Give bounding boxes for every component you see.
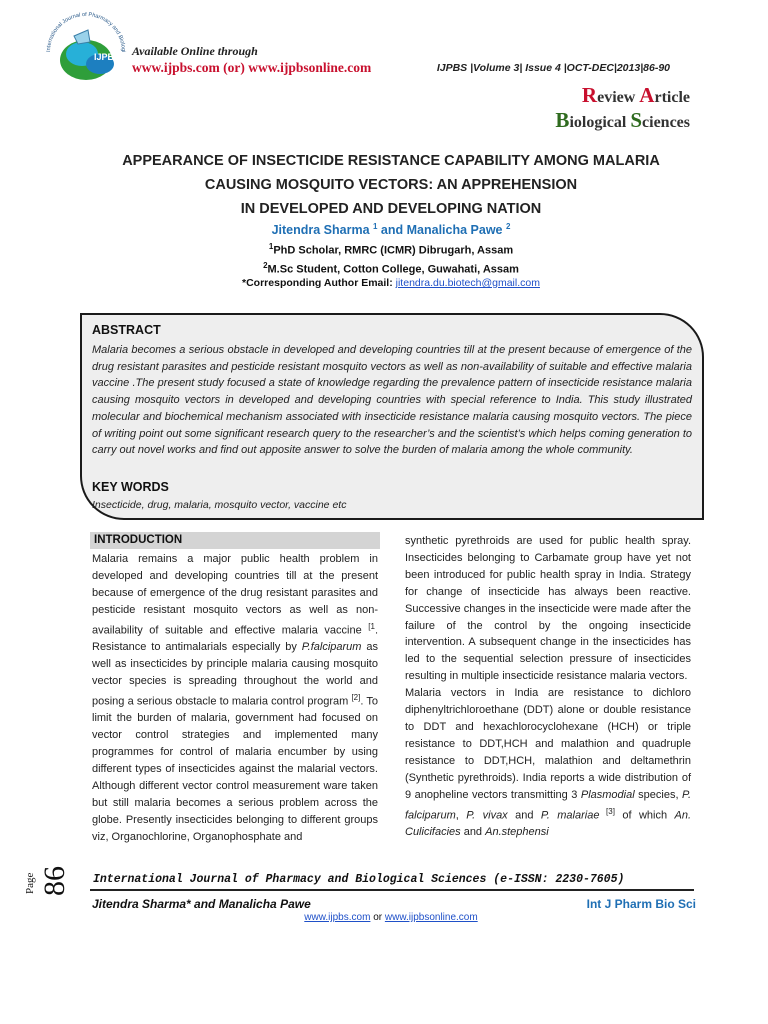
svg-text:International Journal of Pharm: International Journal of Pharmacy and Biologi	[45, 11, 127, 53]
intro-paragraph-3: Malaria vectors in India are resistance to dichloro diphenyltrichloroethane (DDT) alone or double resistance to DDT and hexachlorocyclohexane (HCH) or triple resistance to DDT,HCH and malathion and quadruple resistance to DDT,HCH, malathion and deltamethrin (Synthetic pyrethroids). India reports a wide distribution of 9 anopheline vectors transmitting 3 Plasmodial species, P. falciparum, P. vivax and P. malariae [3] of which An. Culicifacies and An.stephensi	[405, 687, 692, 839]
article-title-line-2: CAUSING MOSQUITO VECTORS: AN APPREHENSION	[204, 177, 578, 193]
article-title-line-3: IN DEVELOPED AND DEVELOPING NATION	[240, 201, 542, 217]
journal-websites[interactable]: www.ijpbs.com (or) www.ijpbsonline.com	[132, 60, 372, 75]
page-label: Page	[24, 872, 36, 894]
article-title-line-1: APPEARANCE OF INSECTICIDE RESISTANCE CAPABILITY AMONG MALARIA	[122, 153, 660, 169]
introduction-heading: INTRODUCTION	[90, 532, 380, 549]
footer-site-link-1[interactable]: www.ijpbs.com	[304, 912, 371, 923]
footer-websites: www.ijpbs.com or www.ijpbsonline.com	[304, 912, 478, 923]
keywords-heading: KEY WORDS	[92, 480, 169, 494]
available-online-label: Available Online through	[132, 44, 258, 58]
footer-divider	[90, 889, 694, 891]
abstract-text: Malaria becomes a serious obstacle in developed and developing countries till at the present because of emergence of the drug resistant parasites and pesticide resistant mosquito vectors as well as non-availability of suitable and effective malaria vaccine .The present study focused a state of knowledge regarding the prevalence pattern of insecticide resistance malaria causing mosquito vectors in developed and developing countries with special reference to India. This study illustrated molecular and biochemical mechanism associated with insecticide resistance malaria causing mosquito vectors. The piece of writing point out some significant research query to the researcher’s and the scientist’s which helps coming generation to carry out novel works and find out apposite answer to solve the burden of malaria among the whole community.	[92, 344, 692, 457]
svg-text:IJPBS: IJPBS	[94, 52, 121, 62]
footer-journal-name: International Journal of Pharmacy and Biological Sciences (e-ISSN: 2230-7605)	[93, 873, 625, 886]
intro-paragraph-1: Malaria remains a major public health problem in developed and developing countries till at the present because of emergence of the drug resistant parasites and pesticide resistant mosquito vectors as well as non-availability of suitable and effective malaria vaccine $^{[1}$. Resistance to antimalarials especially by P.falciparum as well as insecticides by principle malaria causing mosquito vector species is spreading throughout the world and posing a serious obstacle to malaria control program [2]. To limit the burden of malaria, government had focused on vector control strategies and implemented many programmes for control of malaria encumber by using different types of insecticides against the malarial vectors. Although different vector control measurement ware taken but still malaria becomes a serious problem across the globe. Presently insecticides belonging to different groups viz, Organochlorine, Organophosphate and	[92, 553, 378, 843]
corresponding-author: *Corresponding Author Email: jitendra.du.biotech@gmail.com	[242, 277, 540, 289]
intro-paragraph-2: synthetic pyrethroids are used for public health spray. Insecticides belonging to Carbamate group have yet not been introduced for public health spray in India. Strategy for change of insecticide has always been reactive. Successive changes in the insecticide were made after the failure of the control by the ongoing insecticide intervention. A subsequent change in the insecticides has led to the sequential selection pressure of insecticides resulting in multiple insecticide resistance malaria vectors.	[405, 535, 691, 683]
journal-logo	[38, 8, 134, 90]
page-number: 86	[38, 866, 71, 896]
body-column-left	[92, 551, 378, 846]
article-type: Review Article	[581, 83, 690, 107]
author-list: Jitendra Sharma $^1$ and Manalicha Pawe $^2$	[271, 222, 511, 238]
body-column-right	[405, 533, 691, 841]
footer-site-link-2[interactable]: www.ijpbsonline.com	[384, 912, 478, 923]
footer-journal-abbr: Int J Pharm Bio Sci	[586, 897, 696, 911]
affiliation-2: $^2$M.Sc Student, Cotton College, Guwahati, Assam	[263, 261, 519, 276]
affiliation-1: $^1$PhD Scholar, RMRC (ICMR) Dibrugarh, Assam	[268, 242, 514, 257]
subject-area: Biological Sciences	[555, 108, 690, 132]
issue-info: IJPBS |Volume 3| Issue 4 |OCT-DEC|2013|86-90	[436, 62, 670, 74]
footer-authors: Jitendra Sharma* and Manalicha Pawe	[92, 897, 311, 911]
corresponding-email-link[interactable]: jitendra.du.biotech@gmail.com	[395, 277, 540, 289]
abstract-heading: ABSTRACT	[92, 323, 161, 337]
keywords-text: Insecticide, drug, malaria, mosquito vector, vaccine etc	[92, 499, 347, 511]
